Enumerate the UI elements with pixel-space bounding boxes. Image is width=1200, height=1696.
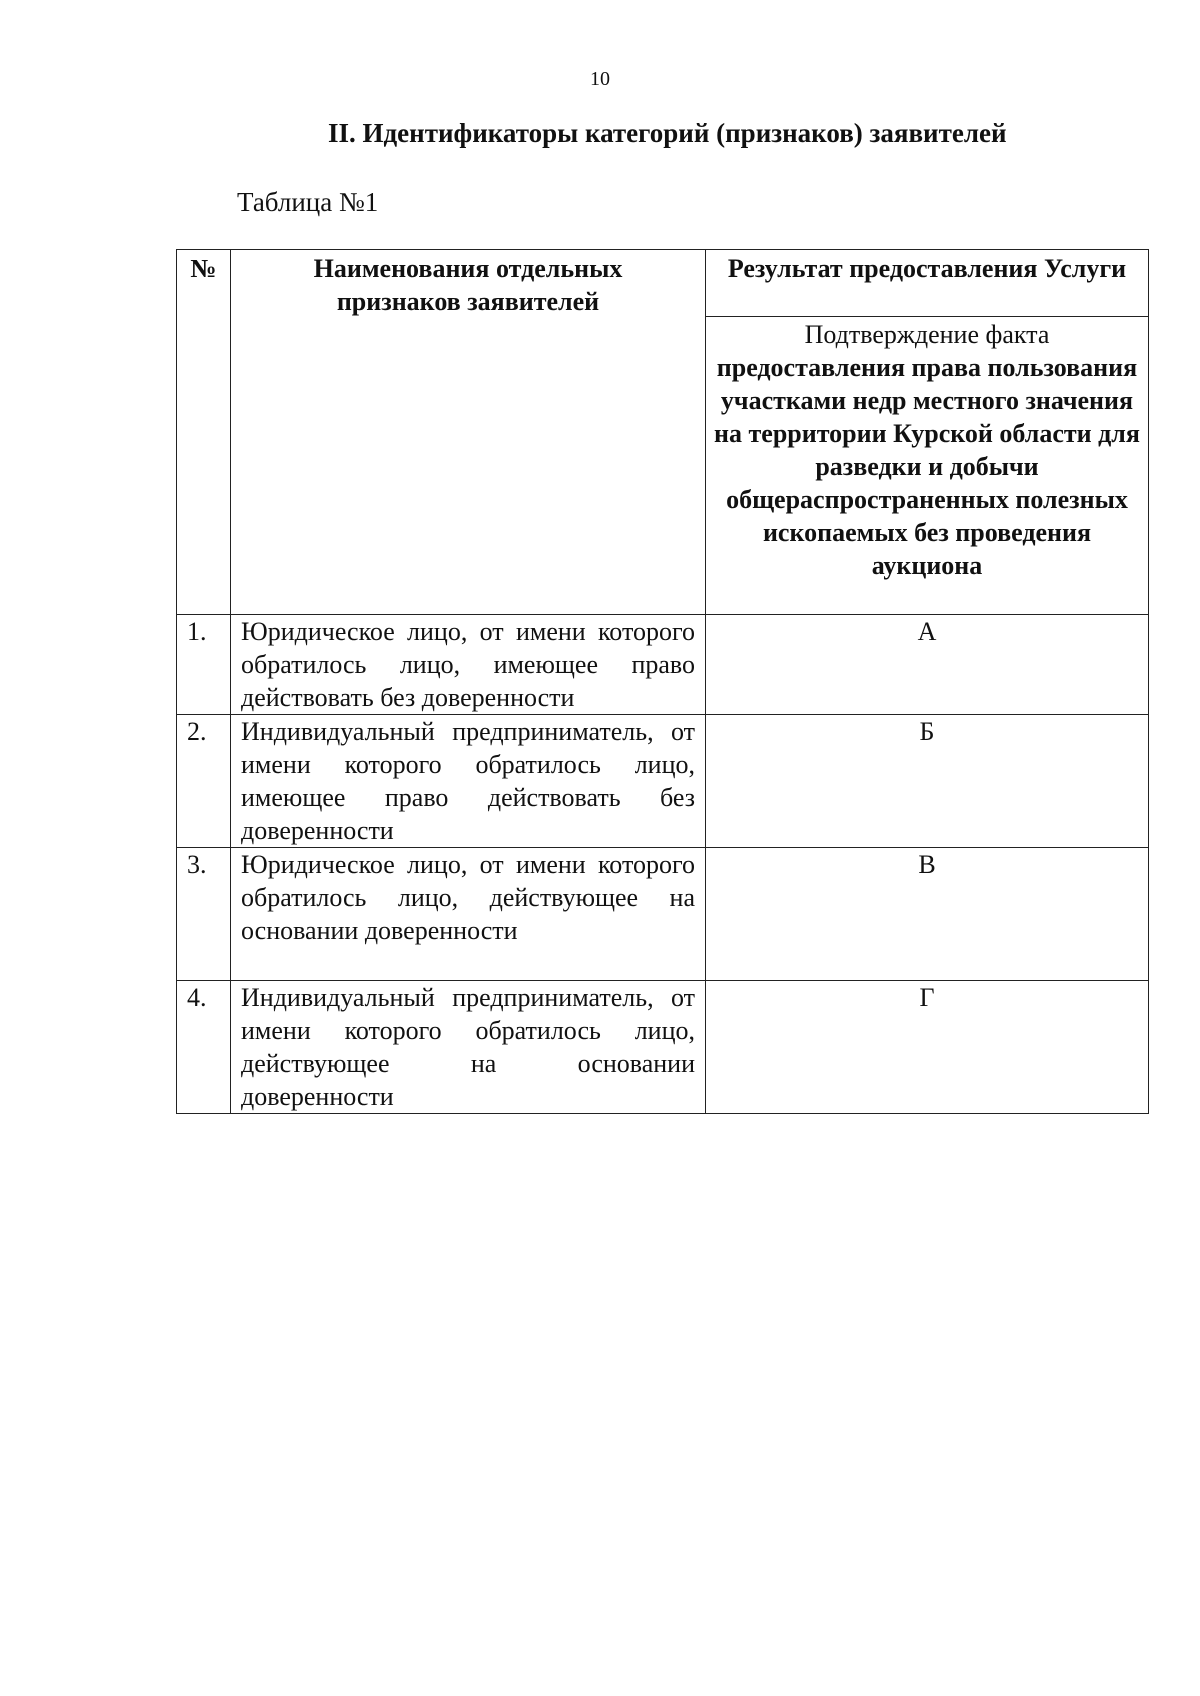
row-number: 1.: [177, 615, 231, 715]
row-number: 4.: [177, 981, 231, 1114]
header-criteria-name: Наименования отдельных признаков заявителей: [231, 250, 706, 615]
row-result-code: А: [706, 615, 1149, 715]
table-caption: Таблица №1: [237, 187, 379, 217]
table-row: [177, 715, 1149, 848]
row-result-code: Б: [706, 715, 1149, 848]
row-result-code: В: [706, 848, 1149, 981]
applicant-criteria-table: [176, 249, 1149, 1114]
row-result-code: Г: [706, 981, 1149, 1114]
page-number: 10: [590, 68, 610, 90]
table-row: [177, 981, 1149, 1114]
header-number: №: [177, 250, 231, 615]
row-criteria-name: Индивидуальный предприниматель, от имени которого обратилось лицо, имеющее право действовать без доверенности: [231, 715, 706, 848]
header-service-result: Результат предоставления Услуги: [706, 250, 1149, 317]
result-description-lead: Подтверждение факта: [804, 320, 1050, 349]
table-row: [177, 615, 1149, 715]
row-criteria-name: Юридическое лицо, от имени которого обратилось лицо, действующее на основании доверенности: [231, 848, 706, 981]
result-description-main: предоставления права пользования участками недр местного значения на территории Курской области для разведки и добычи общераспространенных полезных ископаемых без проведения аукциона: [714, 353, 1140, 580]
table-header-row: [177, 250, 1149, 317]
row-criteria-name: Юридическое лицо, от имени которого обратилось лицо, имеющее право действовать без доверенности: [231, 615, 706, 715]
row-criteria-name: Индивидуальный предприниматель, от имени которого обратилось лицо, действующее на основании доверенности: [231, 981, 706, 1114]
row-number: 3.: [177, 848, 231, 981]
subheader-result-description: [706, 317, 1149, 615]
section-title: II. Идентификаторы категорий (признаков) заявителей: [328, 118, 1007, 148]
table-row: [177, 848, 1149, 981]
row-number: 2.: [177, 715, 231, 848]
